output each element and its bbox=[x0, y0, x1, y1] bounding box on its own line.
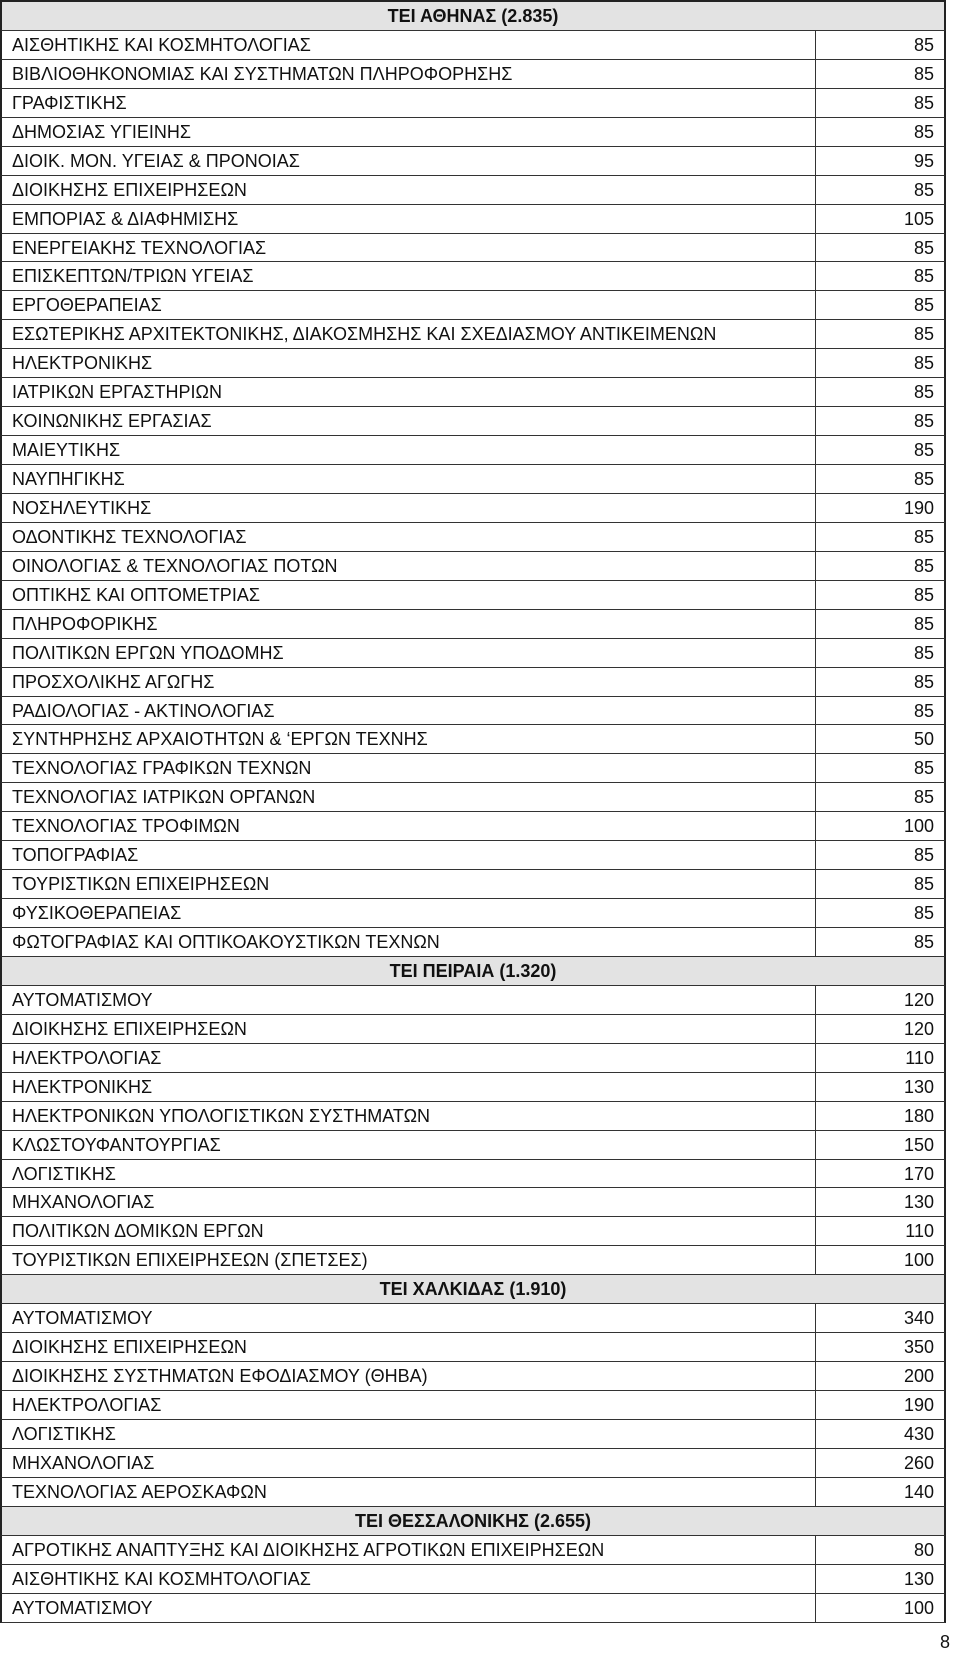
department-name: ΗΛΕΚΤΡΟΛΟΓΙΑΣ bbox=[2, 1391, 816, 1419]
table-row bbox=[0, 31, 946, 60]
department-name: ΛΟΓΙΣΤΙΚΗΣ bbox=[2, 1420, 816, 1448]
seats-count: 190 bbox=[903, 1395, 934, 1415]
department-name: ΠΡΟΣΧΟΛΙΚΗΣ ΑΓΩΓΗΣ bbox=[2, 668, 816, 696]
table-row bbox=[0, 291, 946, 320]
section-header: ΤΕΙ ΧΑΛΚΙΔΑΣ (1.910) bbox=[0, 1275, 946, 1304]
seats-count: 85 bbox=[913, 700, 934, 721]
seats-count: 85 bbox=[913, 874, 934, 895]
table-row bbox=[0, 320, 946, 349]
table-row bbox=[0, 89, 946, 118]
table-row bbox=[0, 668, 946, 697]
department-name: ΛΟΓΙΣΤΙΚΗΣ bbox=[2, 1160, 816, 1188]
table-row bbox=[0, 1536, 946, 1565]
department-name: ΡΑΔΙΟΛΟΓΙΑΣ - ΑΚΤΙΝΟΛΟΓΙΑΣ bbox=[2, 697, 816, 725]
table-row bbox=[0, 378, 946, 407]
department-name: ΕΜΠΟΡΙΑΣ & ΔΙΑΦΗΜΙΣΗΣ bbox=[2, 205, 816, 233]
department-name: ΟΙΝΟΛΟΓΙΑΣ & ΤΕΧΝΟΛΟΓΙΑΣ ΠΟΤΩΝ bbox=[2, 552, 816, 580]
department-name: ΦΥΣΙΚΟΘΕΡΑΠΕΙΑΣ bbox=[2, 899, 816, 927]
department-name: ΑΥΤΟΜΑΤΙΣΜΟΥ bbox=[2, 1304, 816, 1332]
department-name: ΕΝΕΡΓΕΙΑΚΗΣ ΤΕΧΝΟΛΟΓΙΑΣ bbox=[2, 234, 816, 262]
seats-count: 100 bbox=[903, 816, 934, 837]
table-row bbox=[0, 407, 946, 436]
section-header: ΤΕΙ ΘΕΣΣΑΛΟΝΙΚΗΣ (2.655) bbox=[0, 1507, 946, 1536]
table-row bbox=[0, 783, 946, 812]
seats-count: 85 bbox=[913, 324, 934, 345]
department-name: ΤΕΧΝΟΛΟΓΙΑΣ ΓΡΑΦΙΚΩΝ ΤΕΧΝΩΝ bbox=[2, 754, 816, 782]
department-name: ΜΗΧΑΝΟΛΟΓΙΑΣ bbox=[2, 1449, 816, 1477]
table-row bbox=[0, 1333, 946, 1362]
department-name: ΜΗΧΑΝΟΛΟΓΙΑΣ bbox=[2, 1188, 816, 1216]
table-row bbox=[0, 639, 946, 668]
table-row bbox=[0, 1015, 946, 1044]
department-name: ΔΙΟΙΚΗΣΗΣ ΕΠΙΧΕΙΡΗΣΕΩΝ bbox=[2, 1015, 816, 1043]
table-row bbox=[0, 1217, 946, 1246]
seats-count: 85 bbox=[913, 92, 934, 113]
department-name: ΤΟΠΟΓΡΑΦΙΑΣ bbox=[2, 841, 816, 869]
department-name: ΦΩΤΟΓΡΑΦΙΑΣ ΚΑΙ ΟΠΤΙΚΟΑΚΟΥΣΤΙΚΩΝ ΤΕΧΝΩΝ bbox=[2, 928, 816, 956]
section-header: ΤΕΙ ΑΘΗΝΑΣ (2.835) bbox=[0, 2, 946, 31]
seats-count: 110 bbox=[905, 1047, 934, 1068]
department-name: ΠΟΛΙΤΙΚΩΝ ΕΡΓΩΝ ΥΠΟΔΟΜΗΣ bbox=[2, 639, 816, 667]
seats-count: 190 bbox=[903, 497, 934, 518]
seats-count: 85 bbox=[913, 932, 934, 952]
department-name: ΔΙΟΙΚΗΣΗΣ ΕΠΙΧΕΙΡΗΣΕΩΝ bbox=[2, 1333, 816, 1361]
table-row bbox=[0, 234, 946, 263]
seats-count: 85 bbox=[913, 526, 934, 547]
department-name: ΜΑΙΕΥΤΙΚΗΣ bbox=[2, 436, 816, 464]
department-name: ΔΙΟΙΚ. ΜΟΝ. ΥΓΕΙΑΣ & ΠΡΟΝΟΙΑΣ bbox=[2, 147, 816, 175]
department-name: ΗΛΕΚΤΡΟΝΙΚΗΣ bbox=[2, 349, 816, 377]
table-row bbox=[0, 349, 946, 378]
table-row bbox=[0, 1073, 946, 1102]
table-row bbox=[0, 118, 946, 147]
department-name: ΙΑΤΡΙΚΩΝ ΕΡΓΑΣΤΗΡΙΩΝ bbox=[2, 378, 816, 406]
seats-count: 130 bbox=[903, 1568, 934, 1589]
department-name: ΤΕΧΝΟΛΟΓΙΑΣ ΙΑΤΡΙΚΩΝ ΟΡΓΑΝΩΝ bbox=[2, 783, 816, 811]
table-row bbox=[0, 1420, 946, 1449]
seats-count: 85 bbox=[913, 469, 934, 489]
department-name: ΔΙΟΙΚΗΣΗΣ ΣΥΣΤΗΜΑΤΩΝ ΕΦΟΔΙΑΣΜΟΥ (ΘΗΒΑ) bbox=[2, 1362, 816, 1390]
seats-count: 85 bbox=[913, 845, 934, 866]
table-row bbox=[0, 494, 946, 523]
table-row bbox=[0, 610, 946, 639]
department-name: ΤΕΧΝΟΛΟΓΙΑΣ ΑΕΡΟΣΚΑΦΩΝ bbox=[2, 1478, 816, 1506]
seats-count: 105 bbox=[903, 208, 934, 229]
department-name: ΓΡΑΦΙΣΤΙΚΗΣ bbox=[2, 89, 816, 117]
seats-count: 80 bbox=[913, 1539, 934, 1560]
department-name: ΤΟΥΡΙΣΤΙΚΩΝ ΕΠΙΧΕΙΡΗΣΕΩΝ bbox=[2, 870, 816, 898]
table-row bbox=[0, 986, 946, 1015]
table-row bbox=[0, 812, 946, 841]
seats-count: 85 bbox=[913, 179, 934, 200]
table-row bbox=[0, 552, 946, 581]
table-row bbox=[0, 754, 946, 783]
department-name: ΚΟΙΝΩΝΙΚΗΣ ΕΡΓΑΣΙΑΣ bbox=[2, 407, 816, 435]
seats-count: 50 bbox=[913, 729, 934, 750]
table-row bbox=[0, 928, 946, 957]
table-row bbox=[0, 262, 946, 291]
department-name: ΗΛΕΚΤΡΟΝΙΚΗΣ bbox=[2, 1073, 816, 1101]
table-row bbox=[0, 60, 946, 89]
department-name: ΤΕΧΝΟΛΟΓΙΑΣ ΤΡΟΦΙΜΩΝ bbox=[2, 812, 816, 840]
table-row bbox=[0, 899, 946, 928]
department-name: ΟΔΟΝΤΙΚΗΣ ΤΕΧΝΟΛΟΓΙΑΣ bbox=[2, 523, 816, 551]
department-name: ΗΛΕΚΤΡΟΛΟΓΙΑΣ bbox=[2, 1044, 816, 1072]
department-name: ΑΙΣΘΗΤΙΚΗΣ ΚΑΙ ΚΟΣΜΗΤΟΛΟΓΙΑΣ bbox=[2, 31, 816, 59]
seats-count: 100 bbox=[903, 1597, 934, 1618]
seats-count: 85 bbox=[913, 382, 934, 403]
seats-count: 85 bbox=[913, 787, 934, 808]
seats-count: 85 bbox=[913, 34, 934, 55]
table-row bbox=[0, 1044, 946, 1073]
seats-count: 120 bbox=[903, 989, 934, 1010]
seats-count: 180 bbox=[903, 1105, 934, 1126]
department-name: ΝΟΣΗΛΕΥΤΙΚΗΣ bbox=[2, 494, 816, 522]
table-row bbox=[0, 465, 946, 494]
department-name: ΗΛΕΚΤΡΟΝΙΚΩΝ ΥΠΟΛΟΓΙΣΤΙΚΩΝ ΣΥΣΤΗΜΑΤΩΝ bbox=[2, 1102, 816, 1130]
department-name: ΑΥΤΟΜΑΤΙΣΜΟΥ bbox=[2, 1594, 816, 1622]
seats-count: 85 bbox=[913, 903, 934, 924]
department-name: ΠΟΛΙΤΙΚΩΝ ΔΟΜΙΚΩΝ ΕΡΓΩΝ bbox=[2, 1217, 816, 1245]
table-row bbox=[0, 1478, 946, 1507]
seats-count: 85 bbox=[913, 237, 934, 258]
department-name: ΠΛΗΡΟΦΟΡΙΚΗΣ bbox=[2, 610, 816, 638]
department-name: ΑΓΡΟΤΙΚΗΣ ΑΝΑΠΤΥΞΗΣ ΚΑΙ ΔΙΟΙΚΗΣΗΣ ΑΓΡΟΤΙΚΩΝ ΕΠΙΧΕΙΡΗΣΕΩΝ bbox=[2, 1536, 816, 1564]
table-row bbox=[0, 436, 946, 465]
table-row bbox=[0, 1304, 946, 1333]
table-row bbox=[0, 147, 946, 176]
seats-count: 85 bbox=[913, 121, 934, 142]
department-name: ΑΥΤΟΜΑΤΙΣΜΟΥ bbox=[2, 986, 816, 1014]
table-row bbox=[0, 1188, 946, 1217]
department-name: ΔΙΟΙΚΗΣΗΣ ΕΠΙΧΕΙΡΗΣΕΩΝ bbox=[2, 176, 816, 204]
table-row bbox=[0, 697, 946, 726]
table-row bbox=[0, 1102, 946, 1131]
seats-count: 85 bbox=[913, 295, 934, 316]
table-row bbox=[0, 581, 946, 610]
section-header: ΤΕΙ ΠΕΙΡΑΙΑ (1.320) bbox=[0, 957, 946, 986]
table-row bbox=[0, 1362, 946, 1391]
table-row bbox=[0, 1594, 946, 1623]
department-name: ΤΟΥΡΙΣΤΙΚΩΝ ΕΠΙΧΕΙΡΗΣΕΩΝ (ΣΠΕΤΣΕΣ) bbox=[2, 1246, 816, 1274]
department-name: ΕΠΙΣΚΕΠΤΩΝ/ΤΡΙΩΝ ΥΓΕΙΑΣ bbox=[2, 262, 816, 290]
department-name: ΕΣΩΤΕΡΙΚΗΣ ΑΡΧΙΤΕΚΤΟΝΙΚΗΣ, ΔΙΑΚΟΣΜΗΣΗΣ ΚΑΙ ΣΧΕΔΙΑΣΜΟΥ ΑΝΤΙΚΕΙΜΕΝΩΝ bbox=[2, 320, 816, 348]
seats-count: 150 bbox=[903, 1134, 934, 1155]
table-row bbox=[0, 1565, 946, 1594]
department-name: ΑΙΣΘΗΤΙΚΗΣ ΚΑΙ ΚΟΣΜΗΤΟΛΟΓΙΑΣ bbox=[2, 1565, 816, 1593]
seats-count: 95 bbox=[913, 150, 934, 171]
seats-count: 85 bbox=[913, 63, 934, 84]
table-row bbox=[0, 523, 946, 552]
seats-count: 85 bbox=[913, 584, 934, 605]
seats-count: 140 bbox=[903, 1481, 934, 1502]
table-row bbox=[0, 1160, 946, 1189]
seats-count: 85 bbox=[913, 671, 934, 692]
seats-count: 130 bbox=[903, 1192, 934, 1213]
seats-count: 85 bbox=[913, 353, 934, 374]
department-name: ΟΠΤΙΚΗΣ ΚΑΙ ΟΠΤΟΜΕΤΡΙΑΣ bbox=[2, 581, 816, 609]
seats-count: 100 bbox=[903, 1250, 934, 1271]
seats-count: 130 bbox=[903, 1076, 934, 1097]
table-row bbox=[0, 841, 946, 870]
seats-count: 85 bbox=[913, 555, 934, 576]
seats-count: 260 bbox=[903, 1452, 934, 1473]
table-row bbox=[0, 176, 946, 205]
seats-count: 85 bbox=[913, 613, 934, 634]
seats-count: 200 bbox=[903, 1366, 934, 1387]
seats-count: 85 bbox=[913, 411, 934, 432]
department-name: ΣΥΝΤΗΡΗΣΗΣ ΑΡΧΑΙΟΤΗΤΩΝ & ‘ΕΡΓΩΝ ΤΕΧΝΗΣ bbox=[2, 725, 816, 753]
department-name: ΝΑΥΠΗΓΙΚΗΣ bbox=[2, 465, 816, 493]
table-row bbox=[0, 870, 946, 899]
table-row bbox=[0, 205, 946, 234]
table-row bbox=[0, 1246, 946, 1275]
seats-count: 170 bbox=[903, 1163, 934, 1184]
seats-count: 85 bbox=[913, 440, 934, 461]
table-row bbox=[0, 1131, 946, 1160]
department-name: ΚΛΩΣΤΟΥΦΑΝΤΟΥΡΓΙΑΣ bbox=[2, 1131, 816, 1159]
table-row bbox=[0, 725, 946, 754]
page-number: 8 bbox=[939, 1632, 950, 1652]
seats-count: 110 bbox=[905, 1221, 934, 1242]
seats-count: 350 bbox=[903, 1337, 934, 1358]
seats-count: 120 bbox=[903, 1018, 934, 1039]
seats-count: 85 bbox=[913, 642, 934, 663]
department-name: ΔΗΜΟΣΙΑΣ ΥΓΙΕΙΝΗΣ bbox=[2, 118, 816, 146]
seats-count: 340 bbox=[903, 1308, 934, 1329]
department-name: ΕΡΓΟΘΕΡΑΠΕΙΑΣ bbox=[2, 291, 816, 319]
seats-count: 85 bbox=[913, 266, 934, 287]
seats-count: 430 bbox=[903, 1423, 934, 1444]
department-name: ΒΙΒΛΙΟΘΗΚΟΝΟΜΙΑΣ ΚΑΙ ΣΥΣΤΗΜΑΤΩΝ ΠΛΗΡΟΦΟΡΗΣΗΣ bbox=[2, 60, 816, 88]
table-row bbox=[0, 1449, 946, 1478]
table-row bbox=[0, 1391, 946, 1420]
seats-count: 85 bbox=[913, 758, 934, 779]
